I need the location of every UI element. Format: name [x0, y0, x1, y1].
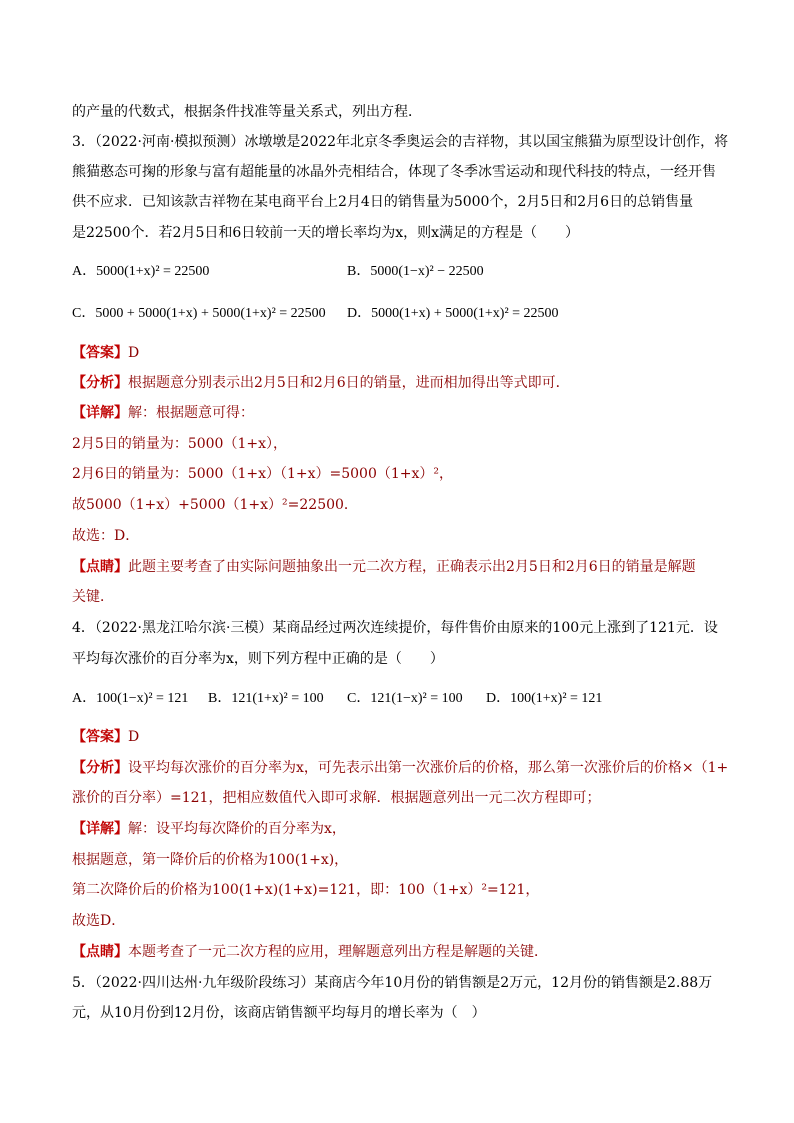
- detail-label: 【详解】: [72, 405, 128, 421]
- question-3-stem: 熊猫憨态可掬的形象与富有超能量的冰晶外壳相结合，体现了冬季冰雪运动和现代科技的特点，一经开售: [72, 164, 716, 180]
- comment-text: 此题主要考查了由实际问题抽象出一元二次方程，正确表示出2月5日和2月6日的销量是解题: [128, 559, 696, 575]
- detail-text: 解：设平均每次降价的百分率为x，: [128, 821, 346, 837]
- solution-line: 故5000（1+x）+5000（1+x）²=22500．: [72, 497, 358, 513]
- comment-row: [72, 558, 696, 576]
- option-d: D．100(1+x)² = 121: [486, 691, 603, 706]
- analysis-text: 涨价的百分率）=121，把相应数值代入即可求解．根据题意列出一元二次方程即可；: [72, 790, 601, 806]
- solution-line: 2月5日的销量为：5000（1+x），: [72, 436, 287, 452]
- analysis-row: [72, 374, 570, 392]
- answer-value: D: [128, 345, 140, 361]
- option-a: A．100(1−x)² = 121: [72, 691, 189, 706]
- option-b: B．121(1+x)² = 100: [208, 691, 324, 706]
- answer-label: 【答案】: [72, 345, 128, 361]
- detail-row: [72, 820, 346, 838]
- question-5-stem: 5．（2022·四川达州·九年级阶段练习）某商店今年10月份的销售额是2万元，12月份的销售额是2.88万: [72, 975, 713, 991]
- answer-label: 【答案】: [72, 729, 128, 745]
- solution-line: 第二次降价后的价格为100(1+x)(1+x)=121，即：100（1+x）²=121，: [72, 882, 540, 898]
- option-b: B．5000(1−x)² − 22500: [347, 264, 484, 279]
- question-4-stem: 4．（2022·黑龙江哈尔滨·三模）某商品经过两次连续提价，每件售价由原来的100元上涨到了121元．设: [72, 620, 718, 636]
- question-4-stem: 平均每次涨价的百分率为x，则下列方程中正确的是（ ）: [72, 651, 444, 667]
- solution-line: 故选D．: [72, 913, 126, 929]
- question-3-stem: 3．（2022·河南·模拟预测）冰墩墩是2022年北京冬季奥运会的吉祥物，其以国宝熊猫为原型设计创作，将: [72, 134, 729, 150]
- comment-text: 关键．: [72, 589, 114, 605]
- question-5-stem: 元，从10月份到12月份，该商店销售额平均每月的增长率为（ ）: [72, 1005, 486, 1021]
- answer-value: D: [128, 729, 140, 745]
- option-c: C．5000 + 5000(1+x) + 5000(1+x)² = 22500: [72, 306, 326, 321]
- analysis-label: 【分析】: [72, 760, 128, 776]
- option-d: D．5000(1+x) + 5000(1+x)² = 22500: [347, 306, 559, 321]
- analysis-text: 根据题意分别表示出2月5日和2月6日的销量，进而相加得出等式即可．: [128, 375, 570, 391]
- question-3-stem: 是22500个．若2月5日和6日较前一天的增长率均为x，则x满足的方程是（ ）: [72, 225, 580, 241]
- option-a: A．5000(1+x)² = 22500: [72, 264, 210, 279]
- comment-label: 【点睛】: [72, 944, 128, 960]
- analysis-text: 设平均每次涨价的百分率为x，可先表示出第一次涨价后的价格，那么第一次涨价后的价格×（1+: [128, 760, 729, 776]
- solution-line: 故选：D．: [72, 528, 140, 544]
- answer-row: [72, 728, 139, 746]
- detail-row: [72, 404, 254, 422]
- comment-label: 【点睛】: [72, 559, 128, 575]
- analysis-label: 【分析】: [72, 375, 128, 391]
- option-c: C．121(1−x)² = 100: [347, 691, 463, 706]
- analysis-row: [72, 759, 728, 777]
- text-line: 的产量的代数式，根据条件找准等量关系式，列出方程．: [72, 104, 422, 120]
- answer-row: [72, 344, 139, 362]
- solution-line: 根据题意，第一降价后的价格为100(1+x)，: [72, 852, 349, 868]
- solution-line: 2月6日的销量为：5000（1+x）（1+x）=5000（1+x）²，: [72, 466, 454, 482]
- comment-text: 本题考查了一元二次方程的应用，理解题意列出方程是解题的关键．: [128, 944, 548, 960]
- detail-text: 解：根据题意可得：: [128, 405, 254, 421]
- detail-label: 【详解】: [72, 821, 128, 837]
- question-3-stem: 供不应求．已知该款吉祥物在某电商平台上2月4日的销售量为5000个，2月5日和2月6日的总销售量: [72, 194, 694, 210]
- comment-row: [72, 943, 548, 961]
